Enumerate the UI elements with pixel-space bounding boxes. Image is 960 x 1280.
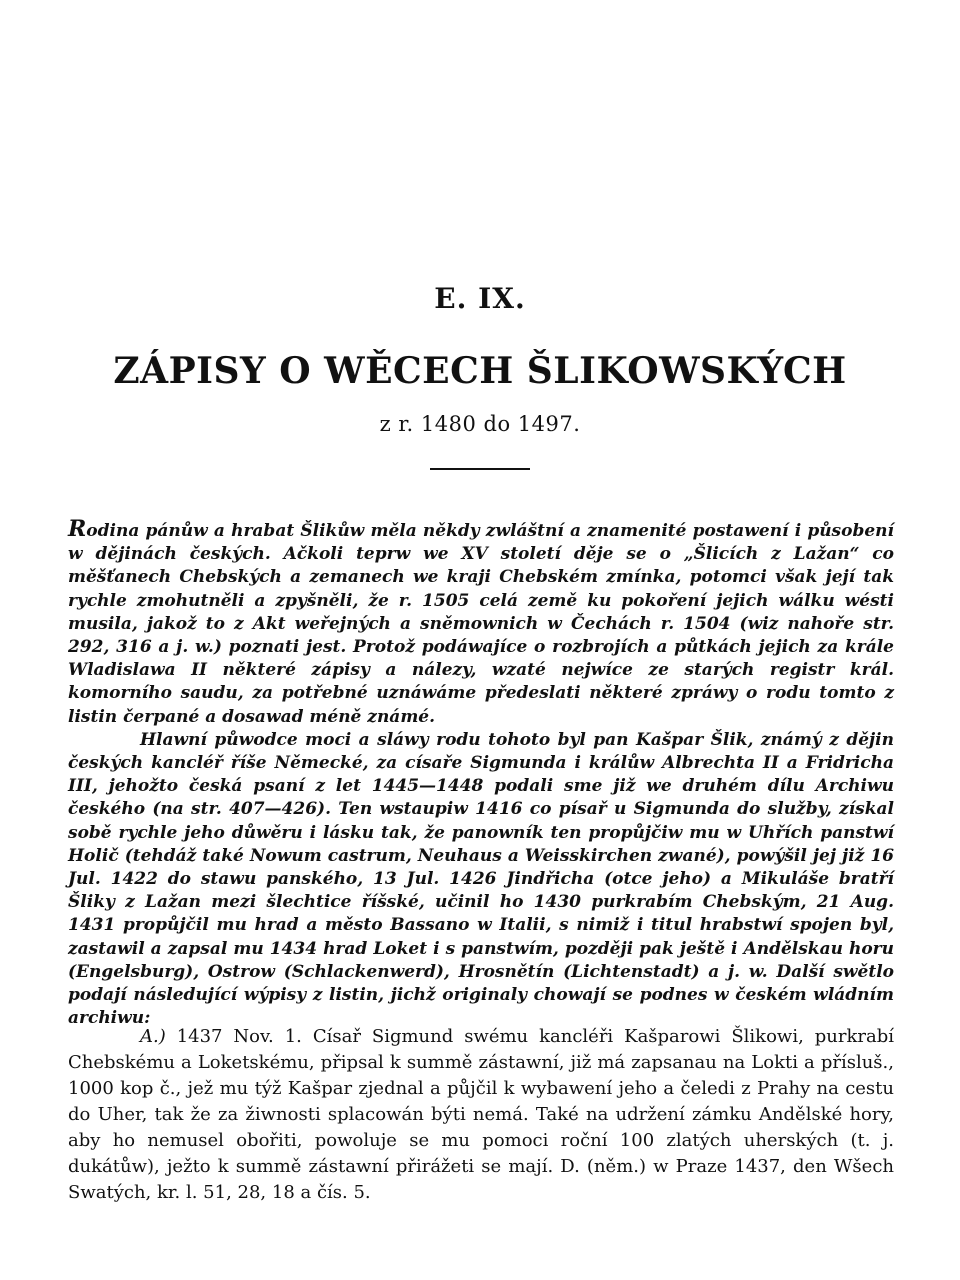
intro-paragraph-1 bbox=[68, 518, 894, 729]
divider-rule bbox=[430, 468, 530, 470]
entry-mark: A.) bbox=[140, 1026, 166, 1047]
date-range-subtitle: z r. 1480 do 1497. bbox=[379, 412, 581, 436]
introduction bbox=[68, 518, 894, 1030]
document-entry-a bbox=[68, 1024, 894, 1206]
intro-paragraph-1-text: odina pánůw a hrabat Šlikůw měla někdy zwláštní a znamenité postawení i působení w dějinách českých. Ačkoli teprw we XV století děje se o „Šlicích z Lažan“ co měšťanech Chebských a zemanech we kraji Chebském zmínka, potomci však její tak rychle zmohutněli a zpyšněli, že r. 1505 celá země ku pokoření jejich wálku wésti musila, jakož to z Akt weřejných a sněmownich w Čechách r. 1504 (wiz nahoře str. 292, 316 a j. w.) poznati jest. Protož podáwajíce o rozbrojích a půtkách jejich za krále Wladislawa II některé zápisy a nálezy, wzaté nejwíce ze starých registr král. komorního saudu, za potřebné uznáwáme předeslati některé zpráwy o rodu tomto z listin čerpané a dosawad méně známé. bbox=[68, 521, 894, 727]
initial-letter: R bbox=[68, 516, 87, 542]
section-number: E. IX. bbox=[434, 282, 526, 315]
page-title: ZÁPISY O WĚCECH ŠLIKOWSKÝCH bbox=[113, 350, 847, 392]
intro-paragraph-2: Hlawní půwodce moci a sláwy rodu tohoto byl pan Kašpar Šlik, známý z dějin českých kancléř říše Německé, za císaře Sigmunda i králůw Albrechta II a Fridricha III, jehožto česká psaní z let 1445—1448 podali sme již we druhém dílu Archiwu českého (na str. 407—426). Ten wstaupiw 1416 co písař u Sigmunda do služby, získal sobě rychle jeho důwěru i lásku tak, že panowník ten propůjčiw mu w Uhřích panstwí Holič (tehdáž také Nowum castrum, Neuhaus a Weisskirchen zwané), powýšil jej již 16 Jul. 1422 do stawu panského, 13 Jul. 1426 Jindřicha (otce jeho) a Mikuláše bratří Šliky z Lažan mezi šlechtice říšské, učinil ho 1430 purkrabím Chebským, 21 Aug. 1431 propůjčil mu hrad a město Bassano w Italii, s nimiž i titul hrabstwí spojen byl, zastawil a zapsal mu 1434 hrad Loket i s panstwím, později pak ještě i Andělskau horu (Engelsburg), Ostrow (Schlackenwerd), Hrosnětín (Lichtenstadt) a j. w. Další swětlo podají následující wýpisy z listin, jichž originaly chowají se podnes w českém wládním archiwu: bbox=[68, 729, 894, 1029]
entry-text: 1437 Nov. 1. Císař Sigmund swému kancléři Kašparowi Šlikowi, purkrabí Chebskému a Loketskému, připsal k summě zástawní, již má zapsanau na Lokti a přísluš., 1000 kop č., jež mu týž Kašpar zjednal a půjčil k wybawení jeho a čeledi z Prahy na cestu do Uher, tak že za žiwnosti splacowán býti nemá. Také na udržení zámku Andělské hory, aby ho nemusel obořiti, powoluje se mu pomoci roční 100 zlatých uherských (t. j. dukátůw), ježto k summě zástawní přirážeti se mají. D. (něm.) w Praze 1437, den Wšech Swatých, kr. l. 51, 28, 18 a čís. 5. bbox=[68, 1026, 894, 1203]
